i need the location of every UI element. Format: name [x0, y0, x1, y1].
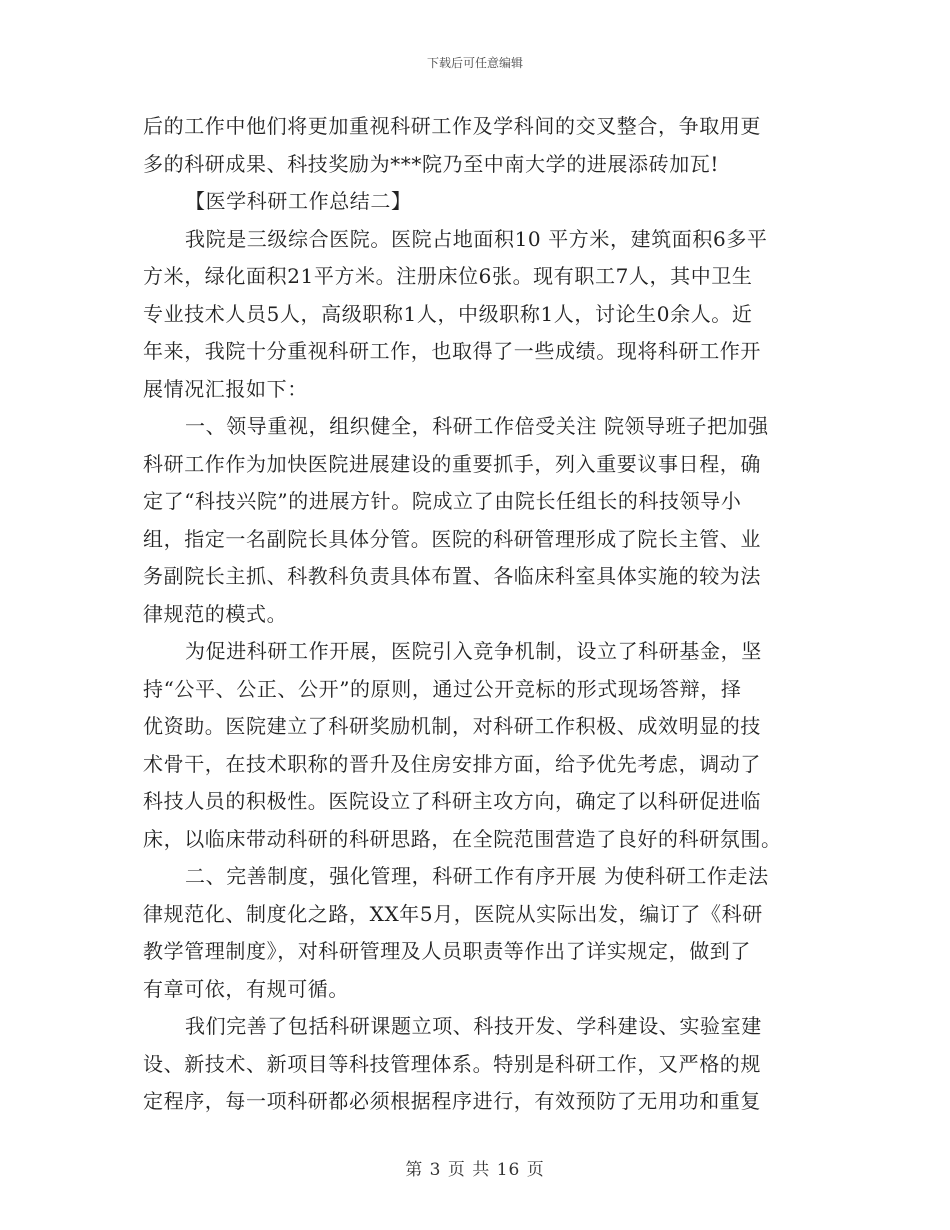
page-header: 下载后可任意编辑 — [426, 56, 523, 70]
text-line: 律规范的模式。 — [143, 601, 288, 626]
text-line: 优资助。医院建立了科研奖励机制，对科研工作积极、成效明显的技 — [143, 714, 761, 738]
text-line: 设、新技术、新项目等科技管理体系。特别是科研工作，又严格的规 — [143, 1051, 761, 1076]
text-line: 定了“科技兴院”的进展方针。院成立了由院长任组长的科技领导小 — [143, 489, 742, 513]
text-line: 方米，绿化面积21平方米。注册床位6张。现有职工7人，其中卫生 — [143, 264, 753, 288]
text-line: 床，以临床带动科研的科研思路，在全院范围营造了良好的科研氛围。 — [143, 826, 782, 851]
section-heading: 【医学科研工作总结二】 — [185, 189, 412, 213]
text-line: 定程序，每一项科研都必须根据程序进行，有效预防了无用功和重复 — [143, 1089, 761, 1113]
text-line: 为促进科研工作开展，医院引入竞争机制，设立了科研基金，坚 — [185, 639, 762, 663]
text-line: 持“公平、公正、公开”的原则，通过公开竞标的形式现场答辩，择 — [143, 676, 742, 701]
text-line: 有章可依，有规可循。 — [143, 976, 349, 1001]
text-line: 专业技术人员5人，高级职称1人，中级职称1人，讨论生0余人。近 — [143, 301, 753, 326]
text-line: 教学管理制度》，对科研管理及人员职责等作出了详实规定，做到了 — [143, 939, 751, 963]
text-line: 一、领导重视，组织健全，科研工作倍受关注 院领导班子把加强 — [185, 414, 769, 438]
text-line: 二、完善制度，强化管理，科研工作有序开展 为使科研工作走法 — [185, 864, 769, 888]
text-line: 我们完善了包括科研课题立项、科技开发、学科建设、实验室建 — [185, 1014, 762, 1038]
text-line: 后的工作中他们将更加重视科研工作及学科间的交叉整合，争取用更 — [143, 114, 761, 138]
text-line: 务副院长主抓、科教科负责具体布置、各临床科室具体实施的较为法 — [143, 564, 761, 588]
text-line: 年来，我院十分重视科研工作，也取得了一些成绩。现将科研工作开 — [143, 339, 761, 363]
text-line: 术骨干，在技术职称的晋升及住房安排方面，给予优先考虑，调动了 — [143, 751, 761, 776]
page-number: 第 3 页 共 16 页 — [405, 1160, 545, 1180]
text-line: 律规范化、制度化之路，XX年5月，医院从实际出发，编订了《科研 — [143, 901, 763, 926]
text-line: 展情况汇报如下： — [143, 376, 308, 401]
text-line: 科研工作作为加快医院进展建设的重要抓手，列入重要议事日程，确 — [143, 451, 761, 476]
document-body — [143, 108, 811, 1121]
text-line: 我院是三级综合医院。医院占地面积10 平方米，建筑面积6多平 — [185, 226, 768, 251]
text-line: 科技人员的积极性。医院设立了科研主攻方向，确定了以科研促进临 — [143, 789, 761, 813]
text-line: 多的科研成果、科技奖励为***院乃至中南大学的进展添砖加瓦! — [143, 151, 720, 176]
text-line: 组，指定一名副院长具体分管。医院的科研管理形成了院长主管、业 — [143, 526, 761, 551]
